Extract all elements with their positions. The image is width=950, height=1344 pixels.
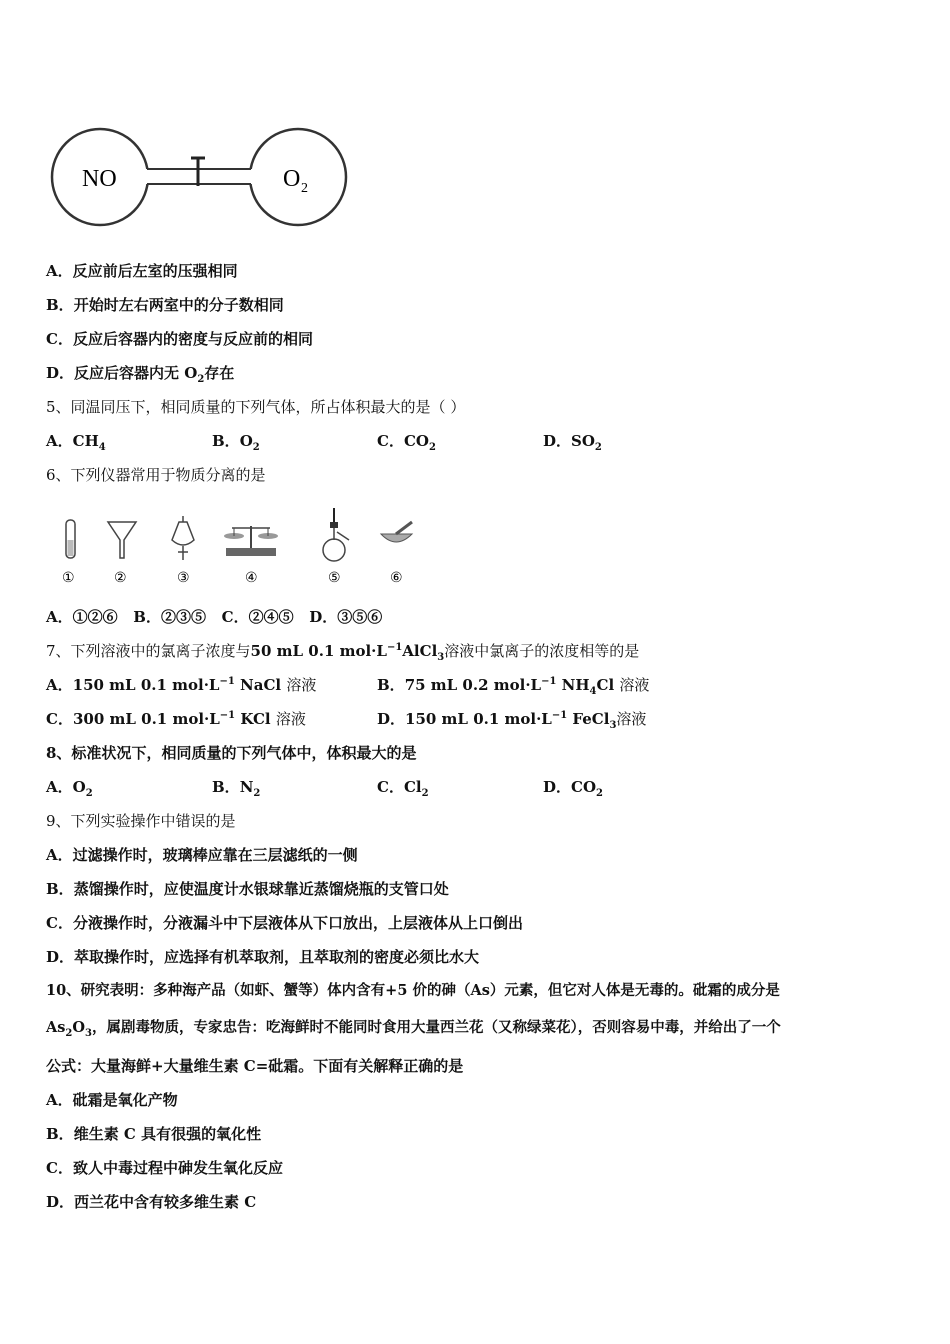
q7-option-c: C．300 mL 0.1 $mol\cdot L^{-1}$ KCl 溶液 xyxy=(46,710,306,728)
q8-stem: 8、标准状况下，相同质量的下列气体中，体积最大的是 xyxy=(46,744,417,762)
q10-option-d: D．西兰花中含有较多维生素 C xyxy=(46,1193,257,1211)
q7-stem: 7、下列溶液中的氯离子浓度与50 mL 0.1 $mol\cdot L^{-1}AlCl_3$溶液中氯离子的浓度相等的是 xyxy=(46,642,640,663)
q8-option-a: A．$O_2$ xyxy=(46,778,93,799)
separatory-funnel-icon xyxy=(172,516,194,560)
q6-stem: 6、下列仪器常用于物质分离的是 xyxy=(46,466,266,484)
balance-scale-icon xyxy=(224,526,278,556)
q5-option-b: B．$O_2$ xyxy=(212,432,260,453)
no-o2-container-diagram xyxy=(50,124,350,230)
q9-stem: 9、下列实验操作中错误的是 xyxy=(46,812,236,830)
q4-option-c: C．反应后容器内的密度与反应前的相同 xyxy=(46,330,313,348)
q10-option-c: C．致人中毒过程中砷发生氧化反应 xyxy=(46,1159,283,1177)
q10-stem-line1: 10、研究表明：多种海产品（如虾、蟹等）体内含有+5 价的砷（As）元素，但它对人体是无毒的。砒霜的成分是 xyxy=(46,982,780,999)
instrument-label-6: ⑥ xyxy=(390,570,403,586)
lab-instruments-figure xyxy=(46,506,426,596)
instrument-label-1: ① xyxy=(62,570,75,586)
q7-option-b: B．75 mL 0.2 $mol\cdot L^{-1}$ $NH_4Cl$ 溶液 xyxy=(377,676,650,697)
diagram-label-o2: O xyxy=(283,166,301,192)
q4-option-d: D．反应后容器内无 $O_2$存在 xyxy=(46,364,235,385)
q5-option-c: C．$CO_2$ xyxy=(377,432,436,453)
funnel-icon xyxy=(108,522,136,558)
q10-stem-line2: $As_2O_3$，属剧毒物质，专家忠告：吃海鲜时不能同时食用大量西兰花（又称绿菜花），否则容易中毒，并给出了一个 xyxy=(46,1019,781,1039)
q8-option-b: B．$N_2$ xyxy=(212,778,261,799)
test-tube-icon xyxy=(66,520,75,558)
q10-stem-line3: 公式：大量海鲜+大量维生素 C=砒霜。下面有关解释正确的是 xyxy=(46,1057,464,1075)
q5-option-a: A．$CH_4$ xyxy=(46,432,106,453)
instrument-label-2: ② xyxy=(114,570,127,586)
q7-option-d: D．150 mL 0.1 $mol\cdot L^{-1}$ FeCl$_3$溶液 xyxy=(377,710,647,731)
q8-option-c: C．$Cl_2$ xyxy=(377,778,429,799)
q9-option-c: C．分液操作时，分液漏斗中下层液体从下口放出，上层液体从上口倒出 xyxy=(46,914,523,932)
q10-option-a: A．砒霜是氧化产物 xyxy=(46,1091,178,1109)
instrument-label-5: ⑤ xyxy=(328,570,341,586)
mortar-pestle-icon xyxy=(381,522,412,542)
diagram-label-o2-sub: 2 xyxy=(301,181,308,196)
instrument-label-3: ③ xyxy=(177,570,190,586)
q4-option-b: B．开始时左右两室中的分子数相同 xyxy=(46,296,284,314)
q4-option-a: A．反应前后左室的压强相同 xyxy=(46,262,238,280)
q5-option-d: D．$SO_2$ xyxy=(543,432,602,453)
instrument-label-4: ④ xyxy=(245,570,258,586)
q9-option-a: A．过滤操作时，玻璃棒应靠在三层滤纸的一侧 xyxy=(46,846,358,864)
q6-options: A．①②⑥ B．②③⑤ C．②④⑤ D．③⑤⑥ xyxy=(46,608,383,626)
diagram-label-no: NO xyxy=(82,166,117,192)
distillation-flask-icon xyxy=(323,508,349,561)
q5-stem: 5、同温同压下，相同质量的下列气体，所占体积最大的是（ ） xyxy=(46,398,466,416)
q7-option-a: A．150 mL 0.1 $mol\cdot L^{-1}$ NaCl 溶液 xyxy=(46,676,317,694)
q9-option-b: B．蒸馏操作时，应使温度计水银球靠近蒸馏烧瓶的支管口处 xyxy=(46,880,449,898)
q8-option-d: D．$CO_2$ xyxy=(543,778,603,799)
q10-option-b: B．维生素 C 具有很强的氧化性 xyxy=(46,1125,262,1143)
q9-option-d: D．萃取操作时，应选择有机萃取剂，且萃取剂的密度必须比水大 xyxy=(46,948,480,966)
